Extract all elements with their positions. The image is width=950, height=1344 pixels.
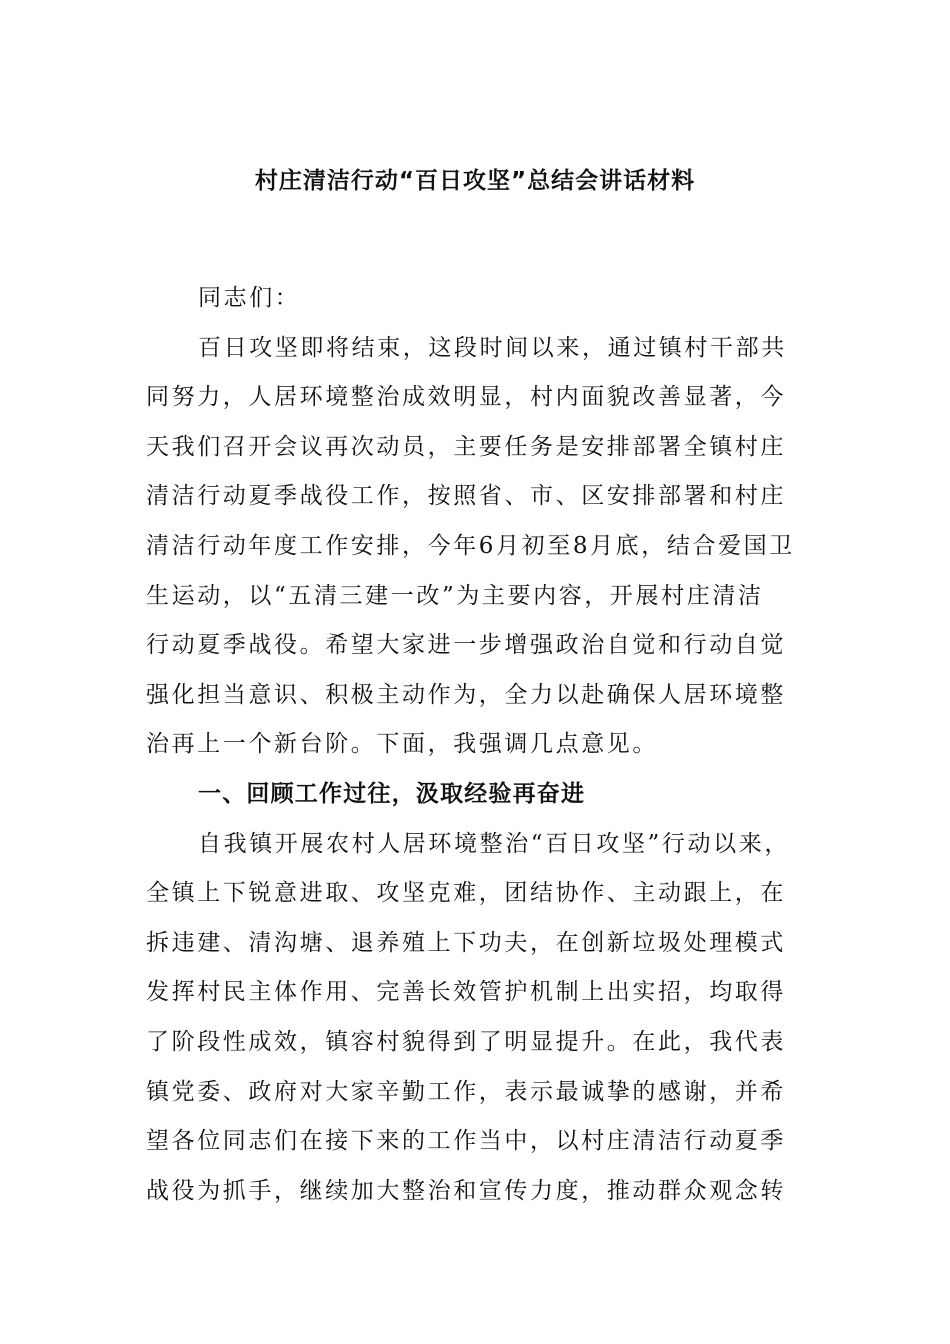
paragraph-line: 生运动，以“五清三建一改”为主要内容，开展村庄清洁 (146, 582, 764, 609)
paragraph-line: 治再上一个新台阶。下面，我强调几点意见。 (146, 731, 658, 758)
section-heading: 一、回顾工作过往，汲取经验再奋进 (198, 780, 586, 807)
paragraph-line: 强化担当意识、积极主动作为，全力以赴确保人居环境整 (146, 681, 786, 708)
document-title: 村庄清洁行动“百日攻坚”总结会讲话材料 (254, 168, 696, 194)
paragraph-line: 发挥村民主体作用、完善长效管护机制上出实招，均取得 (146, 979, 786, 1006)
paragraph-line: 清洁行动年度工作安排，今年6月初至8月底，结合爱国卫 (146, 532, 795, 559)
paragraph-line: 望各位同志们在接下来的工作当中，以村庄清洁行动夏季 (146, 1128, 786, 1155)
salutation: 同志们： (198, 285, 301, 311)
paragraph-line: 清洁行动夏季战役工作，按照省、市、区安排部署和村庄 (146, 483, 786, 510)
paragraph-line: 自我镇开展农村人居环境整治“百日攻坚”行动以来， (198, 830, 790, 857)
paragraph-line: 行动夏季战役。希望大家进一步增强政治自觉和行动自觉 (146, 632, 786, 659)
paragraph-line: 了阶段性成效，镇容村貌得到了明显提升。在此，我代表 (146, 1028, 786, 1055)
paragraph-line: 战役为抓手，继续加大整治和宣传力度，推动群众观念转 (146, 1177, 786, 1204)
document-body (146, 274, 806, 1216)
paragraph-line: 全镇上下锐意进取、攻坚克难，团结协作、主动跟上，在 (146, 880, 786, 907)
paragraph-line: 镇党委、政府对大家辛勤工作，表示最诚挚的感谢，并希 (146, 1078, 786, 1105)
paragraph-line: 天我们召开会议再次动员，主要任务是安排部署全镇村庄 (146, 433, 786, 460)
paragraph-line: 同努力，人居环境整治成效明显，村内面貌改善显著，今 (146, 384, 786, 411)
paragraph-line: 拆违建、清沟塘、退养殖上下功夫，在创新垃圾处理模式 (146, 929, 786, 956)
paragraph-line: 百日攻坚即将结束，这段时间以来，通过镇村干部共 (198, 334, 787, 361)
